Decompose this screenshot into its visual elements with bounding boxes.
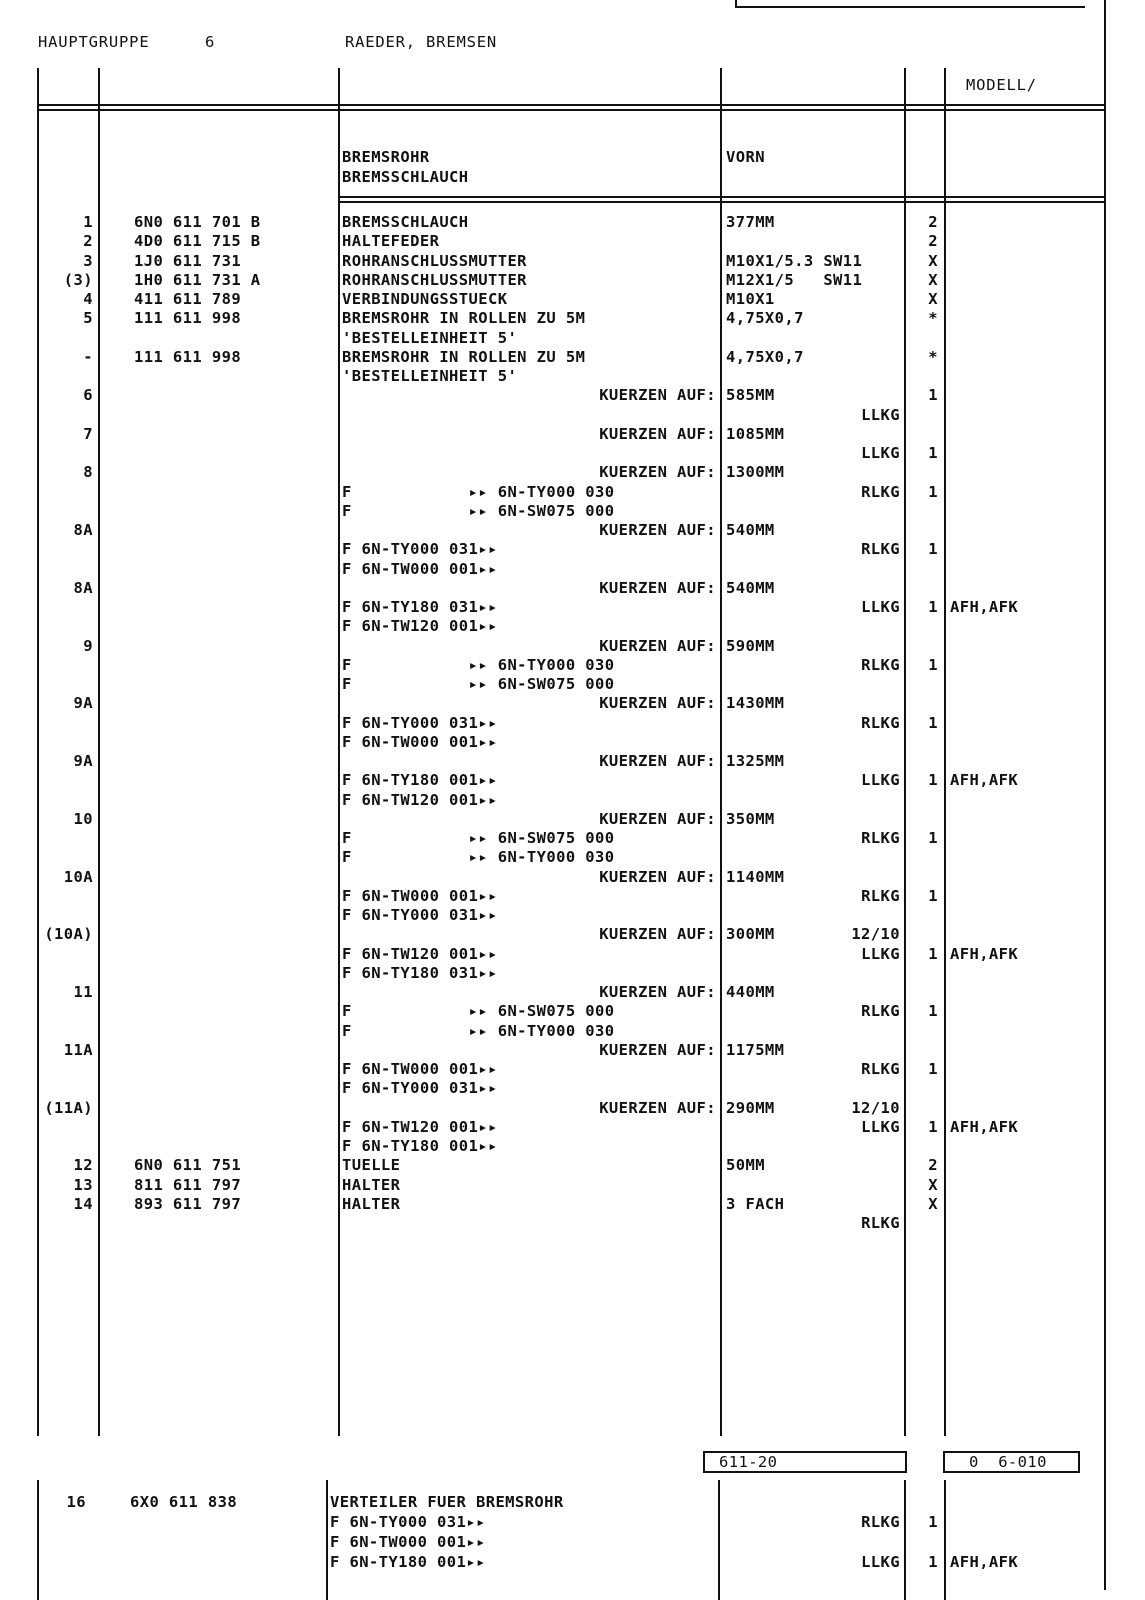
section-title-2: BREMSSCHLAUCH <box>342 168 469 186</box>
next-row-description: VERTEILER FUER BREMSROHR <box>330 1493 564 1511</box>
row-spec: 1300MM <box>726 463 785 481</box>
model-column-header: MODELL/ <box>966 76 1037 94</box>
row-side: 12/10 <box>851 925 900 943</box>
row-position: 8 <box>83 463 93 481</box>
row-spec: M12X1/5 SW11 <box>726 271 863 289</box>
row-quantity: X <box>928 252 938 270</box>
row-position: 8A <box>73 579 93 597</box>
row-position: 1 <box>83 213 93 231</box>
row-spec: 540MM <box>726 521 775 539</box>
row-position: 5 <box>83 309 93 327</box>
row-description: F 6N-TW120 001▸▸ <box>342 617 498 635</box>
next-col-rule-qty <box>944 1480 946 1600</box>
row-position: 3 <box>83 252 93 270</box>
next-col-rule-side <box>904 1480 906 1600</box>
row-description: F ▸▸ 6N-TY000 030 <box>342 848 615 866</box>
row-spec: M10X1 <box>726 290 775 308</box>
group-number: 6 <box>205 33 216 51</box>
row-description: F 6N-TY000 031▸▸ <box>342 714 498 732</box>
next-row-side: RLKG <box>861 1513 900 1531</box>
section-position: VORN <box>726 148 765 166</box>
row-quantity: 1 <box>928 1060 938 1078</box>
row-spec: M10X1/5.3 SW11 <box>726 252 863 270</box>
row-spec: 300MM <box>726 925 775 943</box>
row-position: 10A <box>63 868 93 886</box>
row-part-number: 6N0 611 701 B <box>134 213 261 231</box>
row-position: 9A <box>73 694 93 712</box>
row-description: F ▸▸ 6N-SW075 000 <box>342 1002 615 1020</box>
row-quantity: 1 <box>928 1002 938 1020</box>
row-quantity: 1 <box>928 483 938 501</box>
row-position: 9A <box>73 752 93 770</box>
row-description: ROHRANSCHLUSSMUTTER <box>342 271 527 289</box>
row-description: F 6N-TY180 031▸▸ <box>342 598 498 616</box>
row-position: 8A <box>73 521 93 539</box>
row-quantity: 1 <box>928 540 938 558</box>
section-title-1: BREMSROHR <box>342 148 430 166</box>
row-spec: 3 FACH <box>726 1195 785 1213</box>
row-side: RLKG <box>861 483 900 501</box>
next-row-part-number: 6X0 611 838 <box>130 1493 238 1511</box>
row-description: F ▸▸ 6N-SW075 000 <box>342 675 615 693</box>
row-description: F 6N-TW120 001▸▸ <box>342 1118 498 1136</box>
row-description: KUERZEN AUF: <box>599 752 716 770</box>
row-description: HALTEFEDER <box>342 232 440 250</box>
row-description: TUELLE <box>342 1156 401 1174</box>
row-side: RLKG <box>861 656 900 674</box>
row-side: LLKG <box>861 1118 900 1136</box>
top-tab-edge <box>735 0 737 8</box>
row-side: RLKG <box>861 1002 900 1020</box>
row-description: KUERZEN AUF: <box>599 579 716 597</box>
row-part-number: 4D0 611 715 B <box>134 232 261 250</box>
row-quantity: 1 <box>928 386 938 404</box>
row-description: ROHRANSCHLUSSMUTTER <box>342 252 527 270</box>
row-side: LLKG <box>861 598 900 616</box>
row-quantity: 1 <box>928 444 938 462</box>
row-spec: 350MM <box>726 810 775 828</box>
row-description: 'BESTELLEINHEIT 5' <box>342 367 518 385</box>
row-description: F 6N-TY000 031▸▸ <box>342 540 498 558</box>
row-description: KUERZEN AUF: <box>599 694 716 712</box>
row-position: 13 <box>73 1176 93 1194</box>
row-model: AFH,AFK <box>950 1118 1019 1136</box>
header-rule-1 <box>37 104 1104 106</box>
row-description: KUERZEN AUF: <box>599 868 716 886</box>
row-description: BREMSROHR IN ROLLEN ZU 5M <box>342 309 586 327</box>
row-side: RLKG <box>861 829 900 847</box>
row-spec: 590MM <box>726 637 775 655</box>
row-side: LLKG <box>861 406 900 424</box>
row-quantity: 2 <box>928 213 938 231</box>
row-description: F ▸▸ 6N-TY000 030 <box>342 1022 615 1040</box>
row-quantity: 1 <box>928 887 938 905</box>
group-label: HAUPTGRUPPE <box>38 33 150 51</box>
row-position: - <box>83 348 93 366</box>
row-quantity: * <box>928 348 938 366</box>
next-row-quantity: 1 <box>928 1513 938 1531</box>
row-position: 14 <box>73 1195 93 1213</box>
row-model: AFH,AFK <box>950 598 1019 616</box>
row-description: F ▸▸ 6N-TY000 030 <box>342 656 615 674</box>
row-description: KUERZEN AUF: <box>599 1099 716 1117</box>
row-side: RLKG <box>861 1060 900 1078</box>
row-description: KUERZEN AUF: <box>599 425 716 443</box>
section-rule-1 <box>338 196 1104 198</box>
row-model: AFH,AFK <box>950 945 1019 963</box>
row-description: F 6N-TW000 001▸▸ <box>342 887 498 905</box>
next-row-side: LLKG <box>861 1553 900 1571</box>
col-rule-qty <box>944 68 946 1436</box>
row-description: KUERZEN AUF: <box>599 386 716 404</box>
footer-code-right: 0 6-010 <box>969 1453 1047 1471</box>
row-side: RLKG <box>861 1214 900 1232</box>
next-row-description: F 6N-TY180 001▸▸ <box>330 1553 486 1571</box>
row-description: BREMSROHR IN ROLLEN ZU 5M <box>342 348 586 366</box>
row-description: F 6N-TW000 001▸▸ <box>342 733 498 751</box>
row-spec: 377MM <box>726 213 775 231</box>
row-part-number: 6N0 611 751 <box>134 1156 242 1174</box>
row-spec: 1175MM <box>726 1041 785 1059</box>
row-description: KUERZEN AUF: <box>599 925 716 943</box>
row-position: (11A) <box>44 1099 93 1117</box>
row-quantity: X <box>928 1195 938 1213</box>
row-side: LLKG <box>861 945 900 963</box>
row-position: 12 <box>73 1156 93 1174</box>
row-quantity: 2 <box>928 1156 938 1174</box>
row-description: F 6N-TW120 001▸▸ <box>342 945 498 963</box>
row-position: 7 <box>83 425 93 443</box>
next-col-rule-desc <box>326 1480 328 1600</box>
row-position: 4 <box>83 290 93 308</box>
row-spec: 4,75X0,7 <box>726 309 804 327</box>
row-part-number: 1H0 611 731 A <box>134 271 261 289</box>
row-part-number: 111 611 998 <box>134 348 242 366</box>
row-description: F 6N-TY180 001▸▸ <box>342 1137 498 1155</box>
row-quantity: X <box>928 1176 938 1194</box>
row-spec: 1085MM <box>726 425 785 443</box>
next-col-rule-pos <box>37 1480 39 1600</box>
header-rule-2 <box>37 109 1104 111</box>
row-position: (3) <box>63 271 93 289</box>
row-part-number: 411 611 789 <box>134 290 242 308</box>
row-part-number: 1J0 611 731 <box>134 252 242 270</box>
footer-code-right-box <box>943 1451 1080 1473</box>
row-description: F 6N-TY000 031▸▸ <box>342 906 498 924</box>
row-part-number: 811 611 797 <box>134 1176 242 1194</box>
row-position: 6 <box>83 386 93 404</box>
row-spec: 1325MM <box>726 752 785 770</box>
row-description: F 6N-TW120 001▸▸ <box>342 791 498 809</box>
row-quantity: 1 <box>928 714 938 732</box>
col-rule-part <box>98 68 100 1436</box>
row-quantity: 1 <box>928 598 938 616</box>
row-quantity: 1 <box>928 656 938 674</box>
row-side: RLKG <box>861 540 900 558</box>
row-description: F 6N-TY180 001▸▸ <box>342 771 498 789</box>
next-row-model: AFH,AFK <box>950 1553 1019 1571</box>
row-position: 10 <box>73 810 93 828</box>
next-row-position: 16 <box>66 1493 86 1511</box>
row-description: F ▸▸ 6N-TY000 030 <box>342 483 615 501</box>
top-tab-rule <box>735 6 1085 8</box>
row-spec: 4,75X0,7 <box>726 348 804 366</box>
row-position: (10A) <box>44 925 93 943</box>
row-spec: 1140MM <box>726 868 785 886</box>
row-position: 9 <box>83 637 93 655</box>
row-part-number: 893 611 797 <box>134 1195 242 1213</box>
row-description: F 6N-TY000 031▸▸ <box>342 1079 498 1097</box>
row-quantity: 2 <box>928 232 938 250</box>
row-side: RLKG <box>861 887 900 905</box>
group-title: RAEDER, BREMSEN <box>345 33 497 51</box>
row-description: KUERZEN AUF: <box>599 637 716 655</box>
row-side: 12/10 <box>851 1099 900 1117</box>
row-description: VERBINDUNGSSTUECK <box>342 290 508 308</box>
row-quantity: X <box>928 290 938 308</box>
page-right-border <box>1104 0 1106 1590</box>
next-col-rule-spec <box>718 1480 720 1600</box>
row-model: AFH,AFK <box>950 771 1019 789</box>
row-description: KUERZEN AUF: <box>599 983 716 1001</box>
row-side: LLKG <box>861 771 900 789</box>
row-description: HALTER <box>342 1195 401 1213</box>
next-row-description: F 6N-TY000 031▸▸ <box>330 1513 486 1531</box>
row-description: F ▸▸ 6N-SW075 000 <box>342 502 615 520</box>
row-quantity: * <box>928 309 938 327</box>
row-spec: 290MM <box>726 1099 775 1117</box>
row-description: HALTER <box>342 1176 401 1194</box>
row-description: F 6N-TW000 001▸▸ <box>342 560 498 578</box>
row-description: F 6N-TW000 001▸▸ <box>342 1060 498 1078</box>
row-side: LLKG <box>861 444 900 462</box>
footer-code-left-box <box>703 1451 907 1473</box>
row-quantity: 1 <box>928 829 938 847</box>
row-quantity: X <box>928 271 938 289</box>
section-rule-2 <box>338 201 1104 203</box>
row-description: F 6N-TY180 031▸▸ <box>342 964 498 982</box>
col-rule-desc <box>338 68 340 1436</box>
row-part-number: 111 611 998 <box>134 309 242 327</box>
col-rule-spec <box>720 68 722 1436</box>
row-position: 11 <box>73 983 93 1001</box>
row-quantity: 1 <box>928 945 938 963</box>
footer-code-left: 611-20 <box>719 1453 778 1471</box>
row-position: 11A <box>63 1041 93 1059</box>
row-description: KUERZEN AUF: <box>599 810 716 828</box>
row-description: KUERZEN AUF: <box>599 1041 716 1059</box>
row-spec: 50MM <box>726 1156 765 1174</box>
row-spec: 1430MM <box>726 694 785 712</box>
row-description: 'BESTELLEINHEIT 5' <box>342 329 518 347</box>
row-spec: 540MM <box>726 579 775 597</box>
row-side: RLKG <box>861 714 900 732</box>
row-description: BREMSSCHLAUCH <box>342 213 469 231</box>
row-quantity: 1 <box>928 1118 938 1136</box>
next-row-quantity: 1 <box>928 1553 938 1571</box>
row-description: KUERZEN AUF: <box>599 463 716 481</box>
col-rule-side <box>904 68 906 1436</box>
row-quantity: 1 <box>928 771 938 789</box>
next-row-description: F 6N-TW000 001▸▸ <box>330 1533 486 1551</box>
row-position: 2 <box>83 232 93 250</box>
row-description: KUERZEN AUF: <box>599 521 716 539</box>
row-spec: 440MM <box>726 983 775 1001</box>
row-spec: 585MM <box>726 386 775 404</box>
row-description: F ▸▸ 6N-SW075 000 <box>342 829 615 847</box>
